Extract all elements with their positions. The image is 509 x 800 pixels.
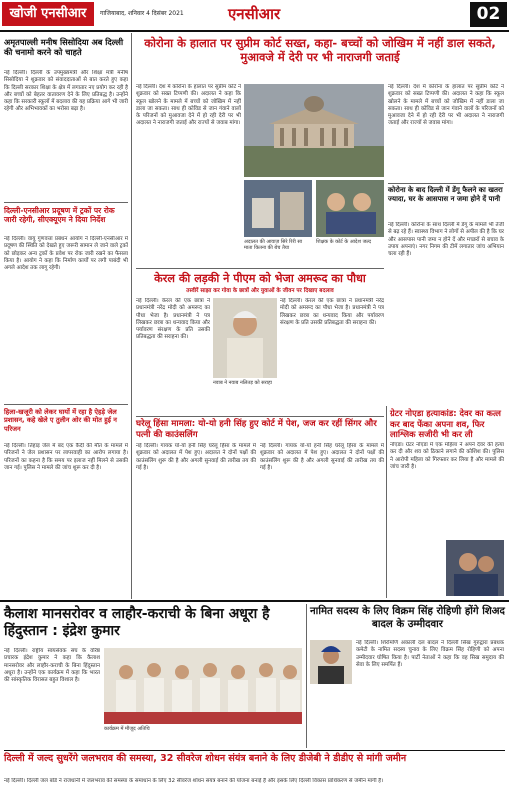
lead-article-body: नई दिल्ली। देश में कोरोना के हालात पर सुप्रीम कोर्ट ने शुक्रवार को सख्त टिप्पणी की। अदालत ने कहा कि स्कूल खोलने के मामले में बच्चों को जोखिम में नहीं डाला जा सकता। साथ ही कोविड से जान गंवाने वालों के परिजनों को मुआवजा देने में हो रही देरी पर भी अदालत ने नाराजगी जताई और राज्यों से जवाब मांगा।	[136, 84, 241, 127]
honey-singh-headline: घरेलू हिंसा मामला: यो-यो हनी सिंह हुए कोर्ट में पेश, जज कर रहीं सिंगर और पत्नी की काउंसलिंग	[136, 419, 377, 440]
photo-caption: कार्यक्रम में मौजूद अतिथि	[104, 726, 150, 732]
greater-noida-article: नोएडा। ग्रेटर नोएडा में एक महिला ने अपने देवर की हत्या कर दी और शव को ठिकाने लगाने की कोशिश की। पुलिस ने आरोपी महिला को गिरफ्तार कर लिया है और मामले की जांच जारी है।	[390, 442, 504, 470]
vikram-rohini-headline: नामित सदस्य के लिए विक्रम सिंह रोहिणी होंगे शिअद बादल के उम्मीदवार	[310, 606, 505, 630]
column-rule	[131, 33, 132, 599]
divider	[4, 404, 128, 405]
lead-article-continued: नई दिल्ली। देश में कोरोना के हालात पर सुप्रीम कोर्ट ने शुक्रवार को सख्त टिप्पणी की। अदालत ने कहा कि स्कूल खोलने के मामले में बच्चों को जोखिम में नहीं डाला जा सकता। साथ ही कोविड से जान गंवाने वालों के परिजनों को मुआवजा देने में हो रही देरी पर भी अदालत ने नाराजगी जताई और राज्यों से जवाब मांगा।	[388, 84, 504, 127]
column-rule	[386, 406, 387, 598]
kerala-article: नई दिल्ली। केरल की एक छात्रा ने प्रधानमंत्री नरेंद्र मोदी को अमरूद का पौधा भेजा है। प्रधानमंत्री ने पत्र लिखकर छात्रा का धन्यवाद किया और पर्यावरण संरक्षण के प्रति उसकी प्रतिबद्धता की सराहना की।	[136, 298, 210, 341]
classroom-photo	[316, 180, 384, 237]
divider	[4, 202, 128, 203]
left-headline-1: अमृतपाल्ली मनीष सिसोदिया अब दिल्ली की चनामो करने को चाहते	[4, 37, 124, 57]
divider	[136, 268, 384, 269]
djb-article: नई दिल्ली। दिल्ली जल बोर्ड ने राजधानी में जलभराव की समस्या के समाधान के लिए 32 सीवरेज शोधन संयंत्र बनाने की योजना बनाई है और इसके लिए दिल्ली विकास प्राधिकरण से जमीन मांगी है।	[4, 778, 384, 784]
left-headline-3: हिला-खजूरी को लेकर घायों में रहा है ऐहड़े जेल प्रशासन, कहे खेले ए तुलीन ओर की मोत हुई न परिजन	[4, 408, 117, 433]
kerala-article-continued: नई दिल्ली। केरल की एक छात्रा ने प्रधानमंत्री नरेंद्र मोदी को अमरूद का पौधा भेजा है। प्रधानमंत्री ने पत्र लिखकर छात्रा का धन्यवाद किया और पर्यावरण संरक्षण के प्रति उसकी प्रतिबद्धता की सराहना की।	[280, 298, 384, 326]
pm-modi-photo	[213, 298, 277, 378]
dengue-article: नई दिल्ली। कोरोना के साथ दिल्ली में डेंगू के मामले भी तेजी से बढ़ रहे हैं। स्वास्थ्य विभाग ने लोगों से अपील की है कि घर और आसपास पानी जमा न होने दें और मच्छरों से बचाव के उपाय अपनाएं। नगर निगम की टीमें लगातार जांच अभियान चला रही हैं।	[388, 222, 504, 258]
page-number: 02	[470, 2, 507, 27]
event-group-photo	[104, 648, 302, 724]
divider	[388, 183, 504, 184]
djb-headline: दिल्ली में जल्द सुधरेंगे जलभराव की समस्या, 32 सीवरेज शोधन संयंत्र बनाने के लिए डीजेबी ने डीडीए से मांगी जमीन	[4, 753, 407, 764]
kerala-subheadline: तस्वीरें साझा कर गोवा के छात्रों और युवाओं के जीवन पर दिखाए बदलाव	[186, 288, 334, 294]
left-article-1: नई दिल्ली। दिल्ली के उपमुख्यमंत्री और शिक्षा मंत्री मनीष सिसोदिया ने शुक्रवार को संवाददाताओं से बात करते हुए कहा कि दिल्ली सरकार शिक्षा के क्षेत्र में लगातार नए प्रयोग कर रही है और बच्चों को बेहतर वातावरण देने के लिए प्रतिबद्ध है। उन्होंने कहा कि सरकारी स्कूलों में बदलाव की यह प्रक्रिया आगे भी जारी रहेगी और अभिभावकों का भरोसा बढ़ा है।	[4, 70, 128, 113]
photo-caption: नवाब ने नवाब नलितड़ को सराहा	[213, 380, 272, 386]
greater-noida-headline: ग्रेटर नोएडा हत्याकांड: देवर का कत्ल कर बाद फेंका अपना शव, फिर लाश्लिक सजीरी भी कर ली	[390, 408, 501, 440]
left-article-3: नई दिल्ली। तिहाड़ जेल में बंद एक कैदी की मौत के मामले में परिजनों ने जेल प्रशासन पर लापरवाही का आरोप लगाया है। परिजनों का कहना है कि समय पर इलाज नहीं मिलने से उसकी जान गई। पुलिस ने मामले की जांच शुरू कर दी है।	[4, 443, 128, 471]
left-article-2: नई दिल्ली। वायु गुणवत्ता प्रबंधन आयोग ने दिल्ली-एनसीआर में प्रदूषण की स्थिति को देखते हुए जरूरी सामान ले जाने वाले ट्रकों को छोड़कर अन्य ट्रकों के प्रवेश पर रोक जारी रखने का फैसला किया है। आयोग ने कहा कि निर्माण कार्यों पर लगी पाबंदी भी अगले आदेश तक लागू रहेगी।	[4, 236, 128, 272]
photo-caption: अदालत की आवाज़ सिरे रिरी सा माता कितना की बेच तैया	[244, 239, 303, 252]
dengue-headline: कोरोना के बाद दिल्ली में डेंगू फैलने का खतरा ज्यादा, घर के आसपास न जमा होने दें पानी	[388, 186, 503, 203]
supreme-court-photo	[244, 84, 384, 177]
kerala-headline: केरल की लड़की ने पीएम को भेजा अमरूद का पौधा	[154, 272, 366, 285]
honey-singh-article: नई दिल्ली। गायक यो-यो हनी सिंह घरेलू हिंसा के मामले में शुक्रवार को अदालत में पेश हुए। अदालत ने दोनों पक्षों की काउंसलिंग शुरू की है और अगली सुनवाई की तारीख तय की गई है।	[136, 443, 256, 471]
section-title: एनसीआर	[228, 5, 281, 23]
left-headline-2: दिल्ली-एनसीआर प्रदूषण में ट्रकों पर रोक जारी रहेगी, सीएक्यूएम ने दिया निर्देश	[4, 206, 115, 225]
photo-caption: शिक्षक के कोर्ट के आदेश जल्द	[316, 239, 372, 245]
lead-headline: कोरोना के हालात पर सुप्रीम कोर्ट सख्त, कहा- बच्चों को जोखिम में नहीं डाल सकते, मुआवजे में देरी पर भी नाराजगी जताई	[144, 36, 496, 64]
accused-photo	[446, 540, 504, 596]
brand-logo: खोजी एनसीआर	[2, 2, 94, 26]
hospital-photo	[244, 180, 312, 237]
kailash-article: नई दिल्ली। राष्ट्रीय स्वयंसेवक संघ के वरिष्ठ प्रचारक इंद्रेश कुमार ने कहा कि कैलाश मानसरोवर और लाहौर-कराची के बिना हिंदुस्तान अधूरा है। उन्होंने एक कार्यक्रम में कहा कि भारत की सांस्कृतिक विरासत बहुत विशाल है।	[4, 648, 100, 684]
divider	[4, 750, 505, 751]
section-rule	[0, 600, 509, 602]
honey-singh-article-continued: नई दिल्ली। गायक यो-यो हनी सिंह घरेलू हिंसा के मामले में शुक्रवार को अदालत में पेश हुए। अदालत ने दोनों पक्षों की काउंसलिंग शुरू की है और अगली सुनवाई की तारीख तय की गई है।	[260, 443, 384, 471]
vikram-rohini-article: नई दिल्ली। शिरोमणि अकाली दल बादल ने दिल्ली सिख गुरुद्वारा प्रबंधक कमेटी के नामित सदस्य चुनाव के लिए विक्रम सिंह रोहिणी को अपना उम्मीदवार घोषित किया है। पार्टी नेताओं ने कहा कि वह सिख समुदाय की सेवा के लिए समर्पित हैं।	[356, 640, 504, 668]
issue-date: गाजियाबाद, शनिवार 4 दिसंबर 2021	[100, 10, 184, 17]
divider	[136, 416, 384, 417]
kailash-headline: कैलाश मानसरोवर व लाहौर-कराची के बिना अधूरा है हिंदुस्तान : इंद्रेश कुमार	[4, 606, 270, 639]
candidate-portrait	[310, 640, 352, 684]
column-rule	[306, 604, 307, 748]
